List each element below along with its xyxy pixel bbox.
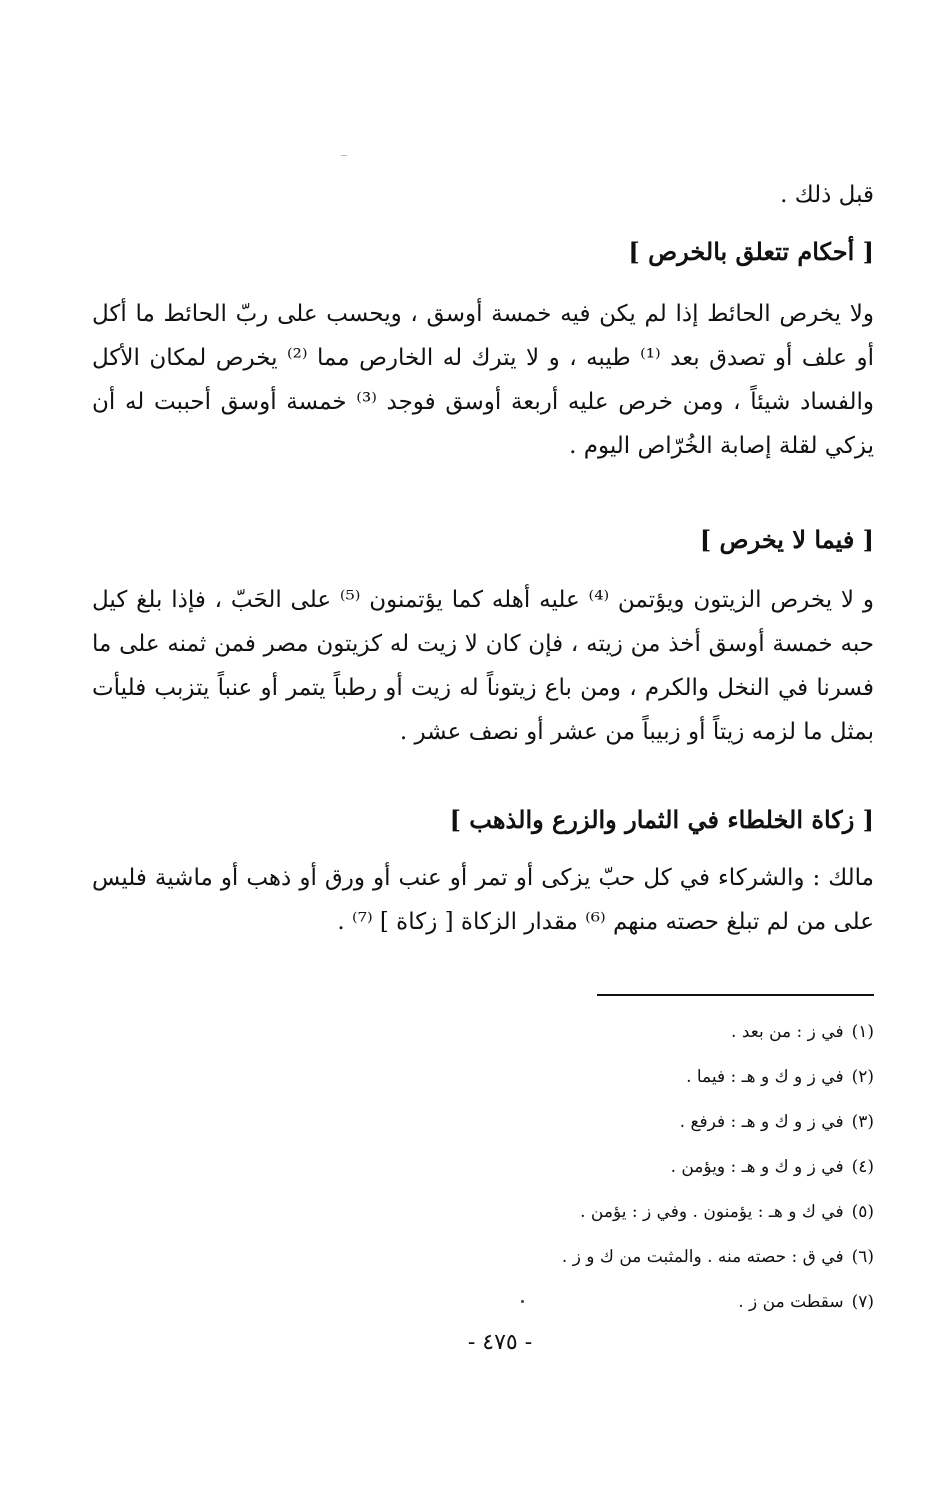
section-heading-not-appraised: [ فيما لا يخرص ] [699, 525, 874, 554]
footnote-text: سقطت من ز . [738, 1292, 844, 1312]
page-number: - ٤٧٥ - [467, 1330, 533, 1355]
stray-dot [521, 1300, 524, 1303]
footnote-item [562, 1063, 874, 1108]
section-heading-appraisal-rules: [ أحكام تتعلق بالخرص ] [628, 237, 874, 266]
paragraph-partners: مالك : والشركاء في كل حبّ يزكى أو تمر أو عنب أو ورق أو ذهب أو ماشية فليس على من لم تبلغ حصته منهم ⁽⁶⁾ مقدار الزكاة [ زكاة ] ⁽⁷⁾ . [92, 865, 874, 935]
footnote-number: (٤) [851, 1157, 874, 1177]
paragraph-olives: و لا يخرص الزيتون ويؤتمن ⁽⁴⁾ عليه أهله كما يؤتمنون ⁽⁵⁾ على الحَبّ ، فإذا بلغ كيل حبه خمسة أوسق أخذ من زيته ، فإن كان لا زيت له كزيتون مصر فمن ثمنه على ما فسرنا في النخل والكرم ، ومن باع زيتوناً له زيت أو رطباً يتمر أو عنباً يتزبب فليأت بمثل ما لزمه زيتاً أو زبيباً من عشر أو نصف عشر . [92, 587, 874, 745]
section-heading-partners-zakat: [ زكاة الخلطاء في الثمار والزرع والذهب ] [449, 805, 874, 834]
footnote-text: في ز : من بعد . [731, 1022, 844, 1042]
footnote-text: في ز و ك و هـ : فيما . [686, 1067, 844, 1087]
scan-mark [341, 155, 347, 156]
footnote-item [562, 1198, 874, 1243]
intro-line: قبل ذلك . [780, 182, 874, 208]
footnotes-list [562, 1018, 874, 1333]
paragraph-appraisal: ولا يخرص الحائط إذا لم يكن فيه خمسة أوسق ، ويحسب على ربّ الحائط ما أكل أو علف أو تصدق بعد ⁽¹⁾ طيبه ، و لا يترك له الخارص مما ⁽²⁾ يخرص لمكان الأكل والفساد شيئاً ، ومن خرص عليه أربعة أوسق فوجد ⁽³⁾ خمسة أوسق أحببت له أن يزكي لقلة إصابة الخُرّاص اليوم . [92, 301, 874, 459]
footnote-text: في ز و ك و هـ : فرفع . [679, 1112, 844, 1132]
footnote-number: (٥) [851, 1202, 874, 1222]
footnote-item [562, 1018, 874, 1063]
footnote-number: (١) [851, 1022, 874, 1042]
footnote-number: (٧) [851, 1292, 874, 1312]
footnote-number: (٣) [851, 1112, 874, 1132]
footnote-separator [597, 994, 874, 996]
footnote-text: في ز و ك و هـ : ويؤمن . [670, 1157, 844, 1177]
footnote-text: في ك و هـ : يؤمنون . وفي ز : يؤمن . [580, 1202, 844, 1222]
footnote-item [562, 1153, 874, 1198]
footnote-number: (٦) [851, 1247, 874, 1267]
footnote-number: (٢) [851, 1067, 874, 1087]
footnote-text: في ق : حصته منه . والمثبت من ك و ز . [561, 1247, 844, 1267]
footnote-item [562, 1288, 874, 1333]
footnote-item [562, 1243, 874, 1288]
footnote-item [562, 1108, 874, 1153]
